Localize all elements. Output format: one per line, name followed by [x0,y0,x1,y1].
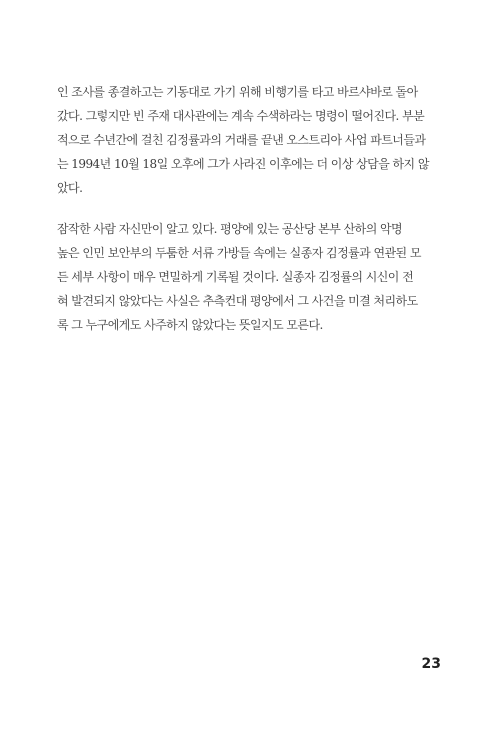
text-line: 높은 인민 보안부의 두툼한 서류 가방들 속에는 실종자 김정률과 연관된 모 [57,246,421,260]
text-line: 잠작한 사람 자신만이 알고 있다. 평양에 있는 공산당 본부 산하의 악명 [57,222,403,236]
text-line: 는 1994년 10월 18일 오후에 그가 사라진 이후에는 더 이상 상담을 하지 않 [57,157,429,171]
text-line: 록 그 누구에게도 사주하지 않았다는 뜻일지도 모른다. [57,318,323,332]
text-line: 혀 발견되지 않았다는 사실은 추측컨대 평양에서 그 사건을 미결 처리하도 [57,294,418,308]
text-line: 았다. [57,181,83,195]
text-line: 적으로 수년간에 걸친 김정률과의 거래를 끝낸 오스트리아 사업 파트너들과 [57,133,426,147]
text-line: 갔다. 그렇지만 빈 주재 대사관에는 계속 수색하라는 명령이 떨어진다. 부분 [57,109,425,123]
text-line: 인 조사를 종결하고는 기동대로 가기 위해 비행기를 타고 바르샤바로 돌아 [57,85,418,99]
text-line: 든 세부 사항이 매우 면밀하게 기록될 것이다. 실종자 김정률의 시신이 전 [57,270,414,284]
page-number: 23 [421,656,441,672]
